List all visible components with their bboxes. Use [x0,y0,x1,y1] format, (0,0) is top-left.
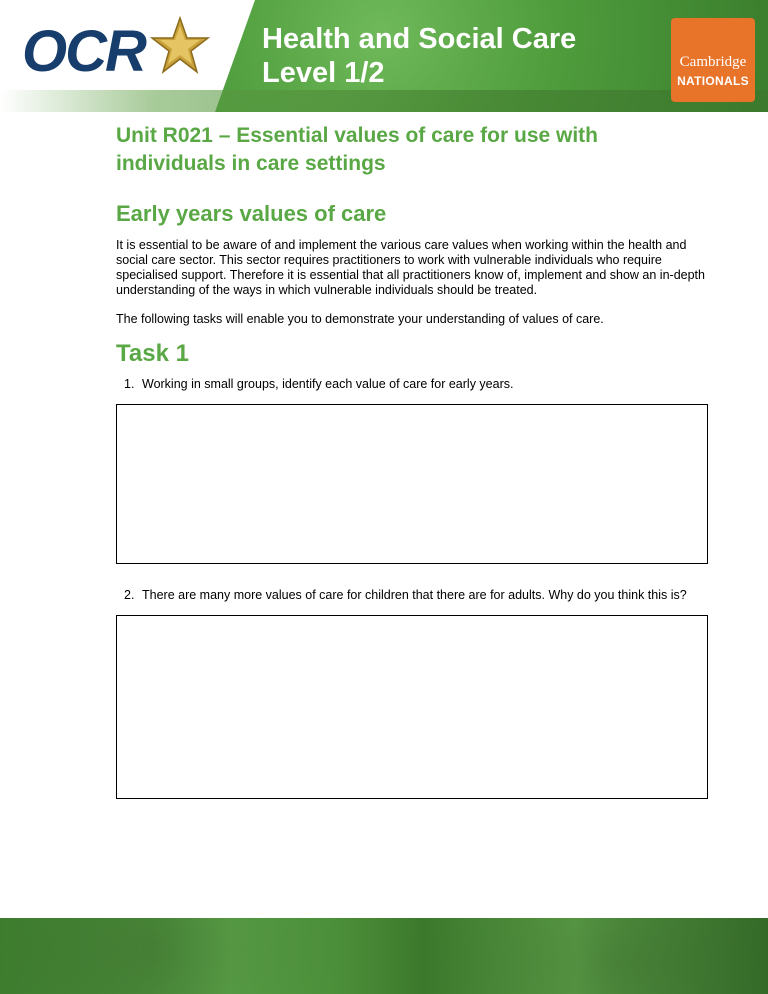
star-icon [150,16,210,76]
document-body [116,122,708,799]
course-title-line1: Health and Social Care [262,23,577,55]
header-texture [0,90,768,112]
answer-box-2[interactable] [116,615,708,799]
section-title: Early years values of care [116,201,387,226]
course-title-line2: Level 1/2 [262,57,385,89]
task-title: Task 1 [116,340,189,367]
lead-paragraph: The following tasks will enable you to demonstrate your understanding of values of care. [116,312,604,326]
ocr-logo [22,16,212,86]
logo-text: OCR [22,19,145,84]
question-text: There are many more values of care for children that there are for adults. Why do you think this is? [142,588,687,602]
question-text: Working in small groups, identify each value of care for early years. [142,377,514,391]
page-header [0,0,768,112]
unit-title: Unit R021 – Essential values of care for use with individuals in care settings [116,124,599,175]
answer-box-1[interactable] [116,404,708,564]
cambridge-nationals-badge [671,18,755,102]
question-number: 1. [124,377,135,391]
page-footer [0,918,768,994]
question-2 [116,588,708,603]
question-1 [116,377,708,392]
question-number: 2. [124,588,135,602]
course-title [262,22,576,90]
intro-paragraph: It is essential to be aware of and implement the various care values when working within the health and social care sector. This sector requires practitioners to work with vulnerable individuals who require specialised support. Therefore it is essential that all practitioners know of, implement and show an in-depth understanding of the ways in which vulnerable individuals should be treated. [116,238,705,297]
badge-line1: Cambridge [679,54,747,70]
badge-line2: NATIONALS [677,74,749,88]
